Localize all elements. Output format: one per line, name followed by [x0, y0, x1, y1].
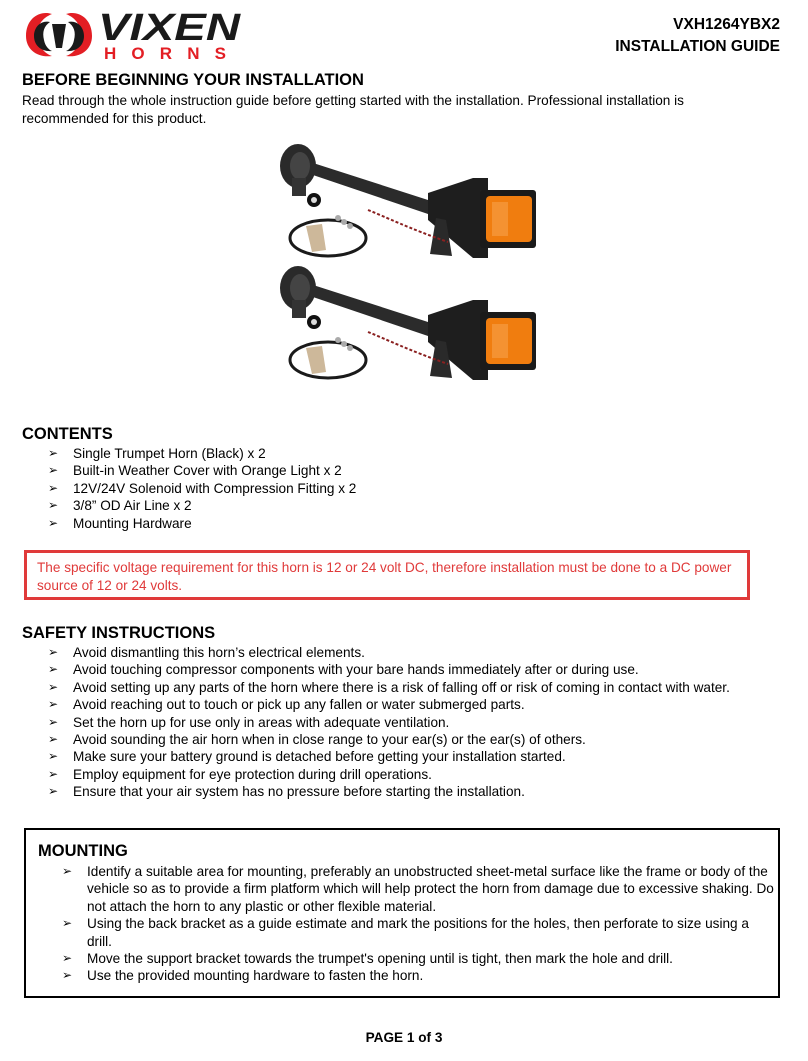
logo-brand-top: VIXEN — [98, 7, 242, 49]
page-number: PAGE 1 of 3 — [365, 1030, 443, 1045]
arrow-bullet-icon: ➢ — [62, 864, 73, 878]
list-item: ➢ Set the horn up for use only in areas with adequate ventilation. — [48, 714, 450, 730]
before-title: BEFORE BEGINNING YOUR INSTALLATION — [22, 71, 364, 89]
arrow-bullet-icon: ➢ — [48, 463, 59, 478]
mounting-title: MOUNTING — [38, 842, 128, 860]
voltage-warning-text: The specific voltage requirement for this horn is 12 or 24 volt DC, therefore installation must be done to a DC power source of 12 or 24 volts. — [37, 560, 732, 593]
list-item: ➢ 12V/24V Solenoid with Compression Fitting x 2 — [48, 480, 357, 496]
before-text: Read through the whole instruction guide before getting started with the installation. Professional installation is recommended for this product. — [22, 93, 684, 126]
horn-illustration-1 — [280, 144, 536, 258]
arrow-bullet-icon: ➢ — [48, 498, 59, 513]
arrow-bullet-icon: ➢ — [48, 784, 59, 799]
arrow-bullet-icon: ➢ — [48, 697, 59, 712]
contents-list — [48, 445, 748, 532]
arrow-bullet-icon: ➢ — [48, 480, 59, 495]
arrow-bullet-icon: ➢ — [62, 916, 73, 931]
list-item: ➢ Mounting Hardware — [48, 515, 192, 531]
list-item: ➢ Built-in Weather Cover with Orange Light x 2 — [48, 463, 342, 479]
list-item: ➢ Use the provided mounting hardware to fasten the horn. — [62, 968, 424, 984]
model-number: VXH1264YBX2 — [673, 16, 780, 33]
mounting-box — [24, 828, 780, 998]
arrow-bullet-icon: ➢ — [48, 662, 59, 677]
voltage-warning-box — [24, 550, 750, 600]
list-item: ➢ Avoid touching compressor components with your bare hands immediately after or during use. — [48, 662, 639, 678]
list-item: ➢ Avoid sounding the air horn when in close range to your ear(s) or the ear(s) of others. — [48, 732, 586, 748]
vixen-horns-logo — [22, 6, 244, 62]
arrow-bullet-icon: ➢ — [48, 714, 59, 729]
list-item: ➢ Identify a suitable area for mounting, preferably an unobstructed sheet-metal surface like the frame or body of the vehicle so as to provide a firm platform which will help protect the horn from damage due to excessive shaking. Do not attach the horn to any plastic or other flexible material. — [62, 864, 774, 914]
list-item: ➢ Ensure that your air system has no pressure before starting the installation. — [48, 784, 525, 800]
list-item: ➢ Using the back bracket as a guide estimate and mark the positions for the holes, then perforate to size using a drill. — [62, 916, 749, 949]
list-item: ➢ Make sure your battery ground is detached before getting your installation started. — [48, 749, 566, 765]
contents-title: CONTENTS — [22, 425, 113, 443]
arrow-bullet-icon: ➢ — [48, 749, 59, 764]
arrow-bullet-icon: ➢ — [48, 732, 59, 747]
arrow-bullet-icon: ➢ — [48, 679, 59, 694]
list-item: ➢ Avoid setting up any parts of the horn where there is a risk of falling off or risk of coming in contact with water. — [48, 679, 730, 695]
list-item: ➢ Single Trumpet Horn (Black) x 2 — [48, 446, 266, 461]
list-item: ➢ Avoid reaching out to touch or pick up any fallen or water submerged parts. — [48, 697, 525, 713]
arrow-bullet-icon: ➢ — [62, 968, 73, 983]
arrow-bullet-icon: ➢ — [62, 951, 73, 966]
safety-title: SAFETY INSTRUCTIONS — [22, 624, 216, 642]
product-image — [258, 138, 548, 408]
document-header — [615, 14, 780, 58]
arrow-bullet-icon: ➢ — [48, 446, 59, 460]
mounting-list — [62, 863, 774, 985]
arrow-bullet-icon: ➢ — [48, 645, 59, 659]
list-item: ➢ Avoid dismantling this horn’s electrical elements. — [48, 645, 365, 660]
arrow-bullet-icon: ➢ — [48, 766, 59, 781]
arrow-bullet-icon: ➢ — [48, 515, 59, 530]
document-type: INSTALLATION GUIDE — [615, 38, 780, 55]
list-item: ➢ Employ equipment for eye protection during drill operations. — [48, 766, 432, 782]
horn-emblem-icon — [26, 13, 92, 56]
logo-brand-bottom: HORNS — [104, 44, 236, 62]
list-item: ➢ Move the support bracket towards the trumpet's opening until is tight, then mark the hole and drill. — [62, 951, 673, 967]
horn-illustration-2 — [280, 266, 536, 380]
list-item: ➢ 3/8” OD Air Line x 2 — [48, 498, 192, 514]
safety-list — [48, 644, 788, 801]
